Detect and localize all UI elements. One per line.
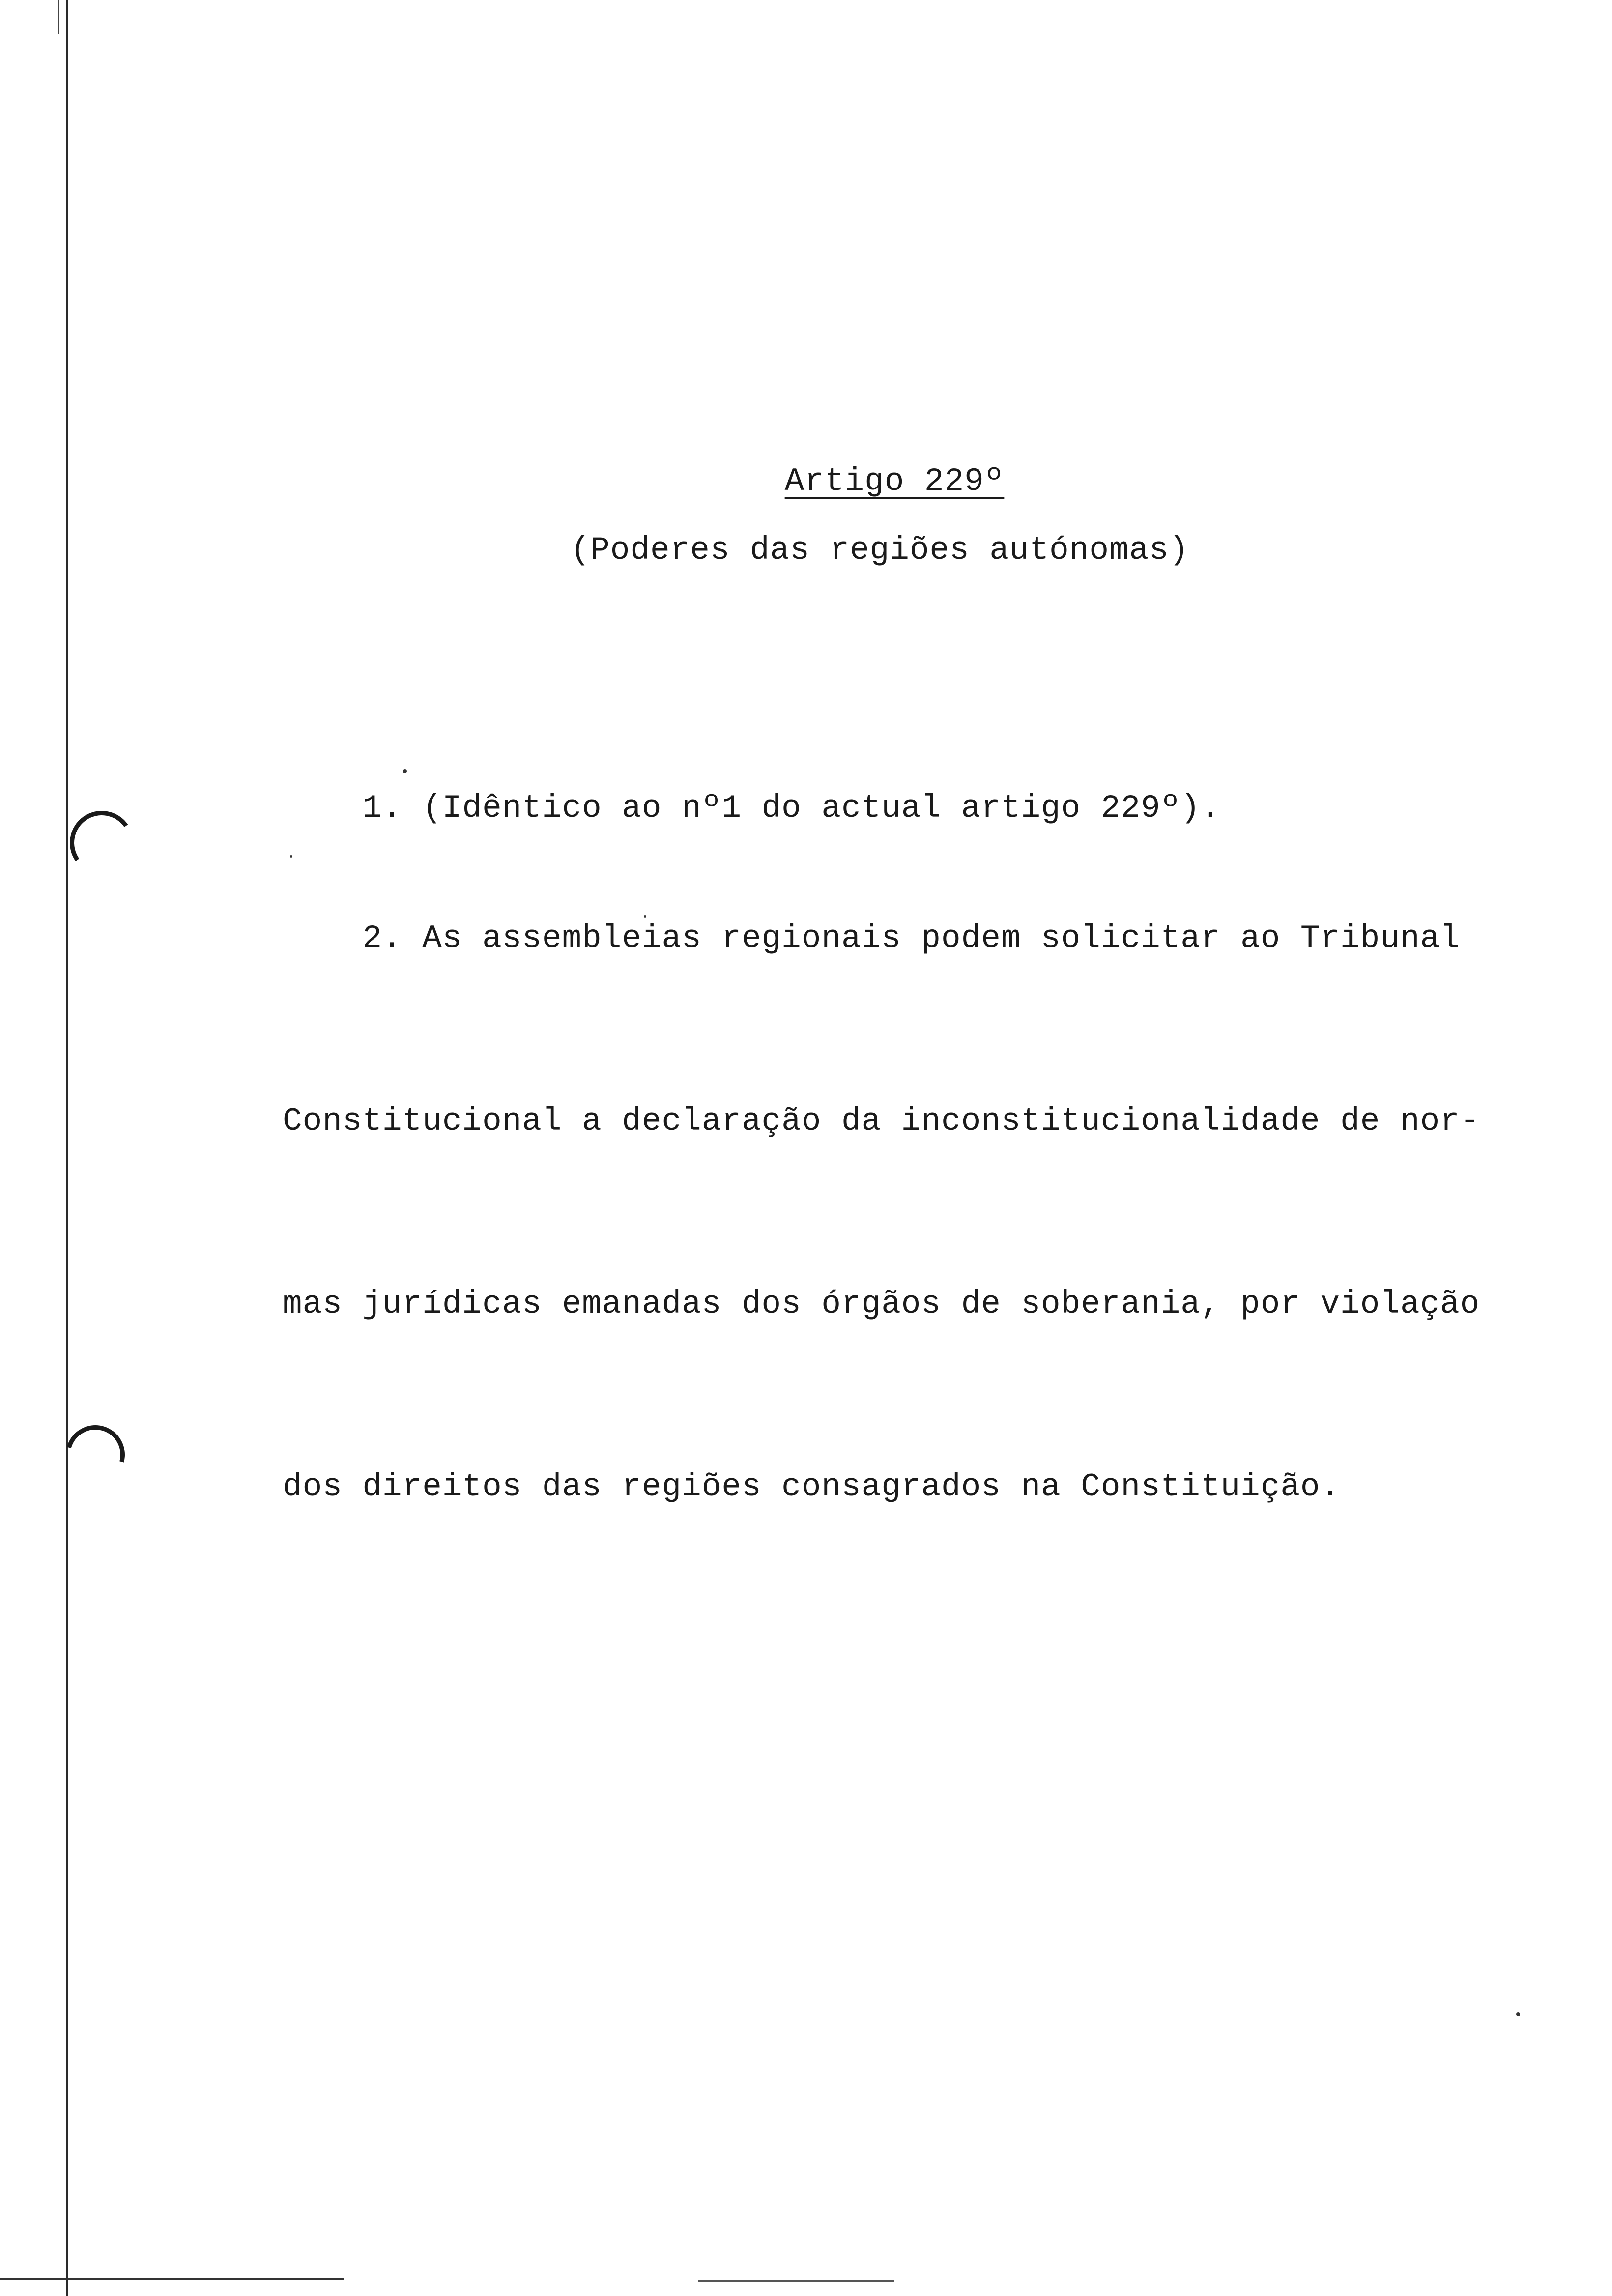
- article-subtitle: [0, 528, 1612, 573]
- binding-edge-mark: [58, 0, 59, 34]
- article-title: [0, 459, 1612, 504]
- paragraph-line: 2. As assembleias regionais podem solicitar ao Tribunal: [283, 920, 1460, 957]
- binder-hole-arc-top: [65, 806, 139, 880]
- article-subtitle-text: (Poderes das regiões autónomas): [570, 532, 1189, 569]
- paragraph-2: [283, 786, 1482, 1639]
- paragraph-line: Constitucional a declaração da inconstitucionalidade de nor-: [283, 1103, 1480, 1140]
- scan-speck: [1516, 2012, 1520, 2016]
- binding-edge-line: [66, 0, 68, 2296]
- bottom-edge-line: [0, 2278, 344, 2280]
- paragraph-line: mas jurídicas emanadas dos órgãos de soberania, por violação: [283, 1286, 1480, 1322]
- paragraph-line: dos direitos das regiões consagrados na Constituição.: [283, 1468, 1341, 1505]
- bottom-edge-mark: [698, 2280, 894, 2282]
- paragraph-line: 1. (Idêntico ao nº1 do actual artigo 229º).: [283, 790, 1221, 827]
- article-title-text: Artigo 229º: [784, 463, 1005, 500]
